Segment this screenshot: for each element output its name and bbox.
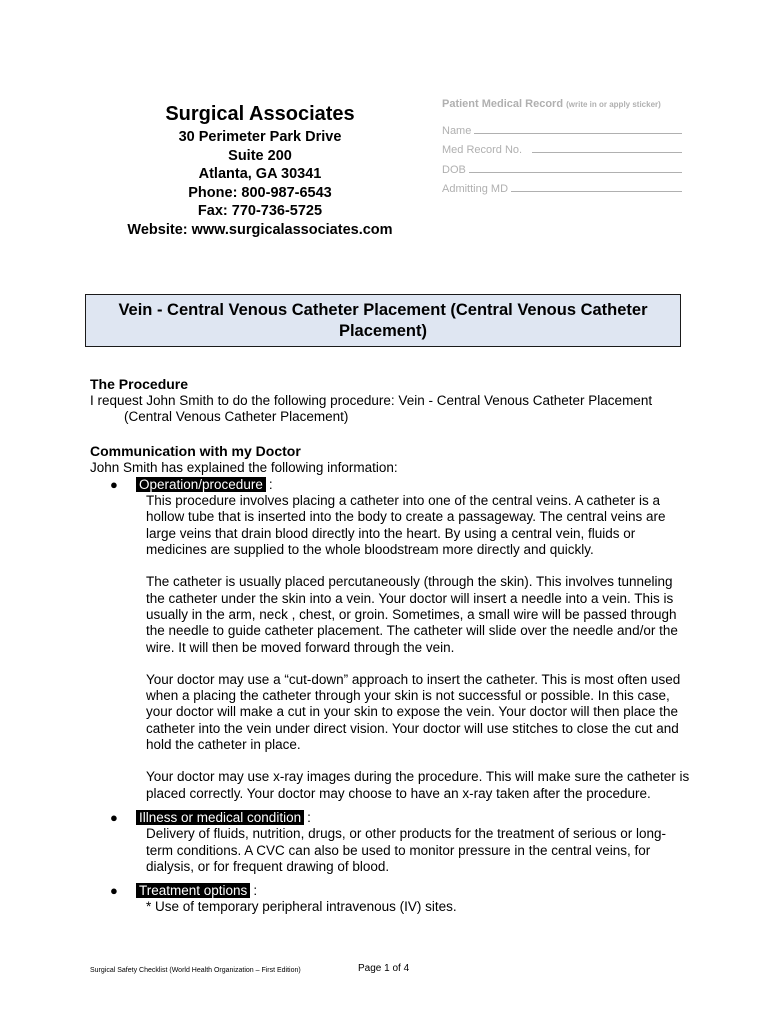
clinic-name: Surgical Associates [165,103,355,125]
tag-colon: : [307,809,311,825]
operation-procedure-body [90,493,690,802]
bullet-illness-condition [90,810,690,826]
clinic-phone: Phone: 800-987-6543 [188,184,332,201]
paragraph: Your doctor may use a “cut-down” approach to insert the catheter. This is most often used when a placing the catheter through your skin is not successful or possible. In this case, your doctor will make a cut in your skin to expose the vein. Your doctor will then place the catheter into the vein under direct vision. Your doctor will use stitches to close the cut and hold the catheter in place. [146,671,681,753]
communication-heading: Communication with my Doctor [90,442,301,459]
procedure-section [90,376,690,426]
bullet-dot: ● [110,883,118,899]
procedure-request-line: I request John Smith to do the following procedure: Vein - Central Venous Catheter Placement [90,393,653,408]
patient-record-subtitle: (write in or apply sticker) [566,100,661,109]
record-field-label: Med Record No. [442,144,523,156]
paragraph: Your doctor may use x-ray images during the procedure. This will make sure the catheter is placed correctly. Your doctor may choose to have an x-ray taken after the procedure. [146,769,690,801]
bullet-dot: ● [110,809,118,825]
treatment-options-body [90,899,690,915]
record-field-med-record [442,137,682,157]
section-tag: Illness or medical condition [136,810,304,825]
record-field-name [442,117,682,137]
record-field-line [474,133,682,134]
paragraph: The catheter is usually placed percutaneously (through the skin). This involves tunneling the catheter under the skin into a vein. Your doctor will insert a needle into a vein. This is usually in the arm, neck , chest, or groin. Sometimes, a small wire will be passed through the needle to guide catheter placement. The catheter will slide over the needle and/or the wire. It will then be moved forward through the vein. [146,574,678,655]
record-field-label: Name [442,124,472,137]
paragraph: * Use of temporary peripheral intravenous (IV) sites. [146,899,457,915]
procedure-request-line-cont: (Central Venous Catheter Placement) [124,409,349,425]
bullet-operation-procedure [90,477,690,493]
record-field-line [532,152,682,153]
document-title-box [85,294,681,347]
clinic-header [110,102,410,240]
tag-colon: : [253,883,258,899]
record-field-dob [442,156,682,176]
tag-colon: : [268,476,273,492]
document-title: Vein - Central Venous Catheter Placement (Central Venous Catheter Placement) [118,300,648,340]
section-tag: Operation/procedure [136,477,266,492]
section-tag: Treatment options [136,883,250,898]
bullet-treatment-options [90,883,690,899]
patient-record-block [442,97,682,195]
bullet-dot: ● [110,476,118,492]
record-field-label: Admitting MD [442,183,509,195]
patient-record-title [442,97,682,112]
paragraph: This procedure involves placing a catheter into one of the central veins. A catheter is a hollow tube that is inserted into the body to create a passageway. The central veins are large veins that drain blood directly into the heart. By using a central vein, fluids or medicines are supplied to the whole bloodstream more directly and quickly. [146,493,666,558]
clinic-address-city: Atlanta, GA 30341 [198,166,322,183]
record-field-label: DOB [442,163,466,176]
clinic-address-suite: Suite 200 [228,147,292,164]
communication-section [90,443,690,916]
communication-intro: John Smith has explained the following information: [90,459,398,475]
page-number: Page 1 of 4 [358,963,410,974]
clinic-website: Website: www.surgicalassociates.com [127,221,393,238]
illness-condition-body [90,826,690,875]
record-field-admitting-md [442,176,682,196]
clinic-fax: Fax: 770-736-5725 [197,203,323,220]
record-field-line [469,172,682,173]
footer-source: Surgical Safety Checklist (World Health Organization – First Edition) [90,967,301,974]
paragraph: Delivery of fluids, nutrition, drugs, or other products for the treatment of serious or long-term conditions. A CVC can also be used to monitor pressure in the central veins, for dialysis, or for frequent drawing of blood. [146,826,666,874]
clinic-address-street: 30 Perimeter Park Drive [178,129,342,145]
document-body [90,376,690,916]
procedure-heading: The Procedure [90,376,189,392]
patient-record-title-text: Patient Medical Record [442,98,564,110]
record-field-line [511,191,682,192]
